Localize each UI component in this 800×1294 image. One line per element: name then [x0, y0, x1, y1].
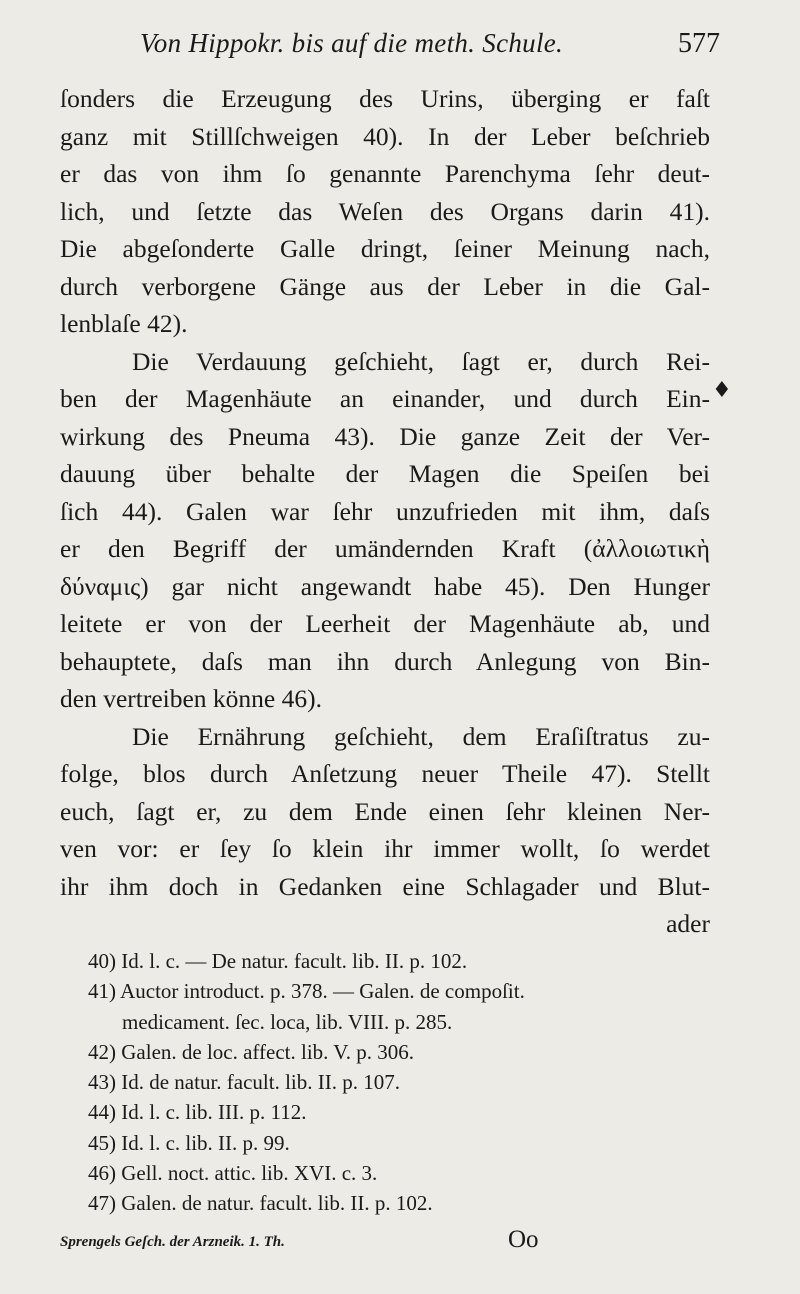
body-line: leitete er von der Leerheit der Magenhäute ab, und — [60, 609, 710, 638]
body-line: ihr ihm doch in Gedanken eine Schlagader und Blut- — [60, 871, 710, 901]
catchword: ader — [666, 909, 710, 938]
footnote: 45) Id. l. c. lib. II. p. 99. — [88, 1130, 290, 1155]
body-line: ben der Magenhäute an einander, und durch Ein- — [60, 384, 710, 413]
running-title: Von Hippokr. bis auf die meth. Schule. — [140, 28, 564, 58]
body-line: den vertreiben könne 46). — [60, 684, 322, 713]
footnote: 42) Galen. de loc. affect. lib. V. p. 306. — [88, 1039, 415, 1064]
body-line: δύναμις) gar nicht angewandt habe 45). Den Hunger — [60, 571, 710, 601]
page-header — [140, 28, 720, 68]
body-line: euch, ſagt er, zu dem Ende einen ſehr kleinen Ner- — [60, 796, 710, 826]
body-line: behauptete, daſs man ihn durch Anlegung von Bin- — [60, 646, 710, 676]
body-line: wirkung des Pneuma 43). Die ganze Zeit der Ver- — [60, 421, 710, 451]
body-line: Die abgeſonderte Galle dringt, ſeiner Meinung nach, — [60, 234, 710, 263]
page-number: 577 — [678, 28, 720, 59]
signature-text: Sprengels Geſch. der Arzneik. 1. Th. — [60, 1234, 285, 1250]
body-line: er das von ihm ſo genannte Parenchyma ſehr deut- — [60, 159, 710, 188]
body-text — [60, 80, 710, 943]
body-line: durch verborgene Gänge aus der Leber in die Gal- — [60, 271, 710, 301]
footnote: 43) Id. de natur. facult. lib. II. p. 107. — [88, 1070, 401, 1095]
body-line: er den Begriff der umändernden Kraft (ἀλλοιωτικὴ — [60, 534, 710, 563]
body-line: ſich 44). Galen war ſehr unzufrieden mit ihm, daſs — [60, 496, 710, 526]
footnote: 47) Galen. de natur. facult. lib. II. p. 102. — [88, 1191, 433, 1216]
margin-mark-icon: ♦ — [712, 378, 732, 403]
body-line: Die Ernährung geſchieht, dem Eraſiſtratus zu- — [132, 721, 710, 751]
footnote: 44) Id. l. c. lib. III. p. 112. — [88, 1100, 307, 1125]
body-line: Die Verdauung geſchieht, ſagt er, durch Rei- — [132, 346, 710, 376]
footnote: 41) Auctor introduct. p. 378. — Galen. de compoſit. — [88, 979, 525, 1004]
body-line: ven vor: er ſey ſo klein ihr immer wollt, ſo werdet — [60, 834, 710, 863]
body-line: lich, und ſetzte das Weſen des Organs darin 41). — [60, 196, 710, 226]
footnotes — [88, 946, 728, 1219]
body-line: ganz mit Stillſchweigen 40). In der Leber beſchrieb — [60, 121, 710, 151]
footnote: 40) Id. l. c. — De natur. facult. lib. II. p. 102. — [88, 949, 468, 973]
body-line: folge, blos durch Anſetzung neuer Theile 47). Stellt — [60, 759, 710, 788]
footnote-continuation: medicament. ſec. loca, lib. VIII. p. 285. — [122, 1009, 453, 1034]
footnote: 46) Gell. noct. attic. lib. XVI. c. 3. — [88, 1161, 378, 1186]
page-footer — [60, 1226, 710, 1260]
signature-mark: Oo — [508, 1226, 539, 1253]
body-line: dauung über behalte der Magen die Speiſen bei — [60, 459, 710, 488]
body-line: lenblaſe 42). — [60, 309, 188, 338]
body-line: ſonders die Erzeugung des Urins, überging er faſt — [60, 84, 710, 113]
